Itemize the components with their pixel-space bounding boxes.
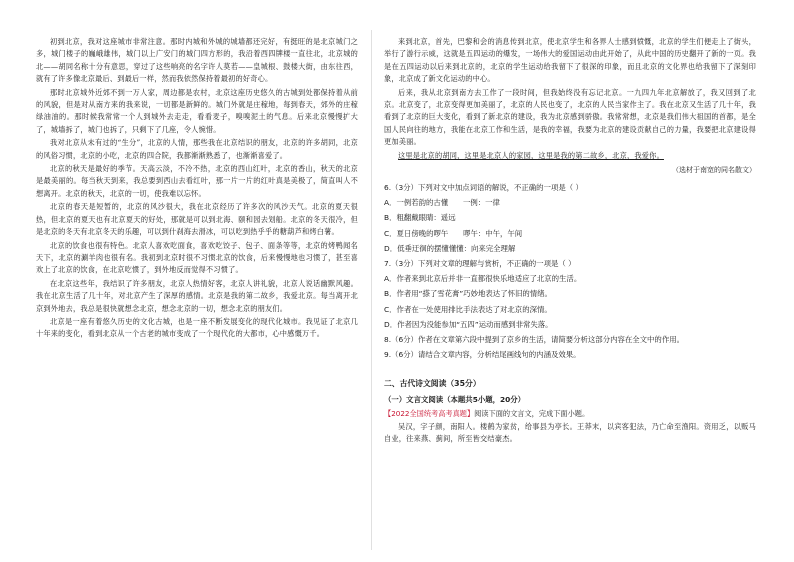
right-column [384,36,756,446]
question-option: C．夏日傍晚的啰午 啰午：中午，午间 [384,228,523,238]
exam-tag-instruction: 阅读下面的文言文，完成下面小题。 [474,408,590,418]
underlined-sentence: 这里是北京的胡同，这里是北京人的家园，这里是我的第二故乡，北京，我爱你。 [398,150,664,160]
subsection-title: （一）文言文阅读（本题共5小题，20分） [384,394,526,404]
paragraph: 来到北京，首先，巴黎和会的消息传到北京，使北京学生和各界人士感到愤慨，北京的学生们便走上了街头，举行了游行示威，这就是五四运动的爆发，一场伟大的爱国运动由此开始了，从此中国的历史翻开了新的一页。我是在五四运动以后来到北京的，北京的学生运动给我留下了很深的印象，而且北京的文化界也给我留下了深刻印象，北京成了新文化运动的中心。 [384,37,756,84]
paragraph: 北京的饮食也很有特色。北京人喜欢吃面食，喜欢吃饺子、包子、面条等等，北京的烤鸭闻名天下，北京的涮羊肉也很有名。我初到北京时很不习惯北京的饮食，后来慢慢地也习惯了，甚至喜欢上了北京的饮食，在北京吃惯了，到外地反而觉得不习惯了。 [36,240,358,275]
question-line: 8.（6分）作者在文章第六段中提到了京乡的生活，请简要分析这部分内容在全文中的作用。 [384,335,684,345]
paragraph: 在北京这些年，我结识了许多朋友，北京人热情好客，北京人讲礼貌，北京人说话幽默风趣。我在北京生活了几十年，对北京产生了深厚的感情。北京是我的第二故乡，我爱北京。每当离开北京到外地去，我总是很快就想念北京，想念北京的一切，想念北京的朋友们。 [36,278,358,313]
question-line: 7.（3分）下列对文章的理解与赏析，不正确的一项是（ ） [384,259,576,269]
question-line: 6.（3分）下列对文中加点词语的解说，不正确的一项是（ ） [384,183,583,193]
exam-source-tag [384,407,756,421]
exam-tag-highlight: 【2022全国统考高考真题】 [384,408,475,418]
question-option: B．作者用“搽了雪花膏”巧妙地表达了怀旧的情绪。 [384,289,552,299]
column-divider [371,30,372,550]
left-column [36,36,358,342]
question-option: D．作者因为没能参加“五四”运动而感到非常失落。 [384,319,553,329]
question-option: A．作者来到北京后并非一直都很快乐地适应了北京的生活。 [384,274,582,284]
paragraph: 北京的春天是短暂的，北京的风沙很大，我在北京经历了许多次的风沙天气。北京的夏天很热，但北京的夏天也有北京夏天的好处，那就是可以到北海、颐和园去划船。北京的冬天很冷，但是北京的冬天有北京冬天的乐趣，可以到什刹海去滑冰，可以吃到热乎乎的糖葫芦和烤白薯。 [36,202,358,237]
question-line: 9.（6分）请结合文章内容，分析结尾画线句的内涵及效果。 [384,350,581,360]
question-option: D．低垂迂徊的摆懂懂懂：向来完全理解 [384,243,516,253]
question-option: C．作者在一处使用排比手法表达了对北京的深情。 [384,304,552,314]
source-note: （选材于南宽的同名散文） [672,166,756,175]
question-list [384,180,756,362]
question-option: B．粗翻戴眼睛：遥远 [384,213,456,223]
classical-text: 吴汉，字子颜，南阳人。楼鹤为家贫，给事县为亭长。王莽末，以宾客犯法，乃亡命至渔阳。资用乏，以贩马自业，往来燕、蓟间，所至皆交结豪杰。 [384,421,756,443]
section-title: 二、古代诗文阅读（35分） [384,378,481,388]
paragraph: 北京的秋天是最好的季节。天高云淡，不冷不热，北京的西山红叶，北京的香山，秋天的北京是最美丽的。每当秋天到来，我总要到西山去看红叶，那一片一片的红叶真是美极了，简直叫人不想离开。北京的秋天，北京的一切，使我难以忘怀。 [36,164,358,198]
paragraph: 北京是一座有着悠久历史的文化古城，也是一座不断发展变化的现代化城市。我见证了北京几十年来的变化，看到北京从一个古老的城市变成了一个现代化的大都市，心中感慨万千。 [36,316,358,339]
question-option: A．一例若韵的古懂 一例：一律 [384,198,500,208]
paragraph: 初到北京，我对这座城市非常注意。那时内城和外城的城墙都还完好，有挺旺的是北京城门之多，城门楼子的巍峨雄伟，城门以上广安门的城门四方形的，我沿着西四牌楼一直往北，北京城的北——胡同名称十分有意思，穿过了这些响亮的名字许人莫若——皇城根、鼓楼大街，由东往西，就有了许多像北京最后、到最后一样，然而我依然保持着最初的好奇心。 [36,37,358,84]
paragraph: 那时北京城外近郊不到一万人家，周边都是农村，北京这座历史悠久的古城到处都保持着从前的风貌，但是对从南方来的我来说，一切都是新鲜的。城门外就是庄稼地，每到春天，郊外的庄稼绿油油的。那时候我常常一个人到城外去走走，看看麦子，嗅嗅泥土的气息。后来北京慢慢扩大了，城墙拆了，城门也拆了，只剩下了几座，令人惋惜。 [36,87,358,134]
paragraph: 我对北京从未有过的“生分”，北京的人情，那些我在北京结识的朋友，北京的许多胡同，北京的风俗习惯，北京的小吃，北京的四合院，我都渐渐熟悉了，也渐渐喜爱了。 [36,138,358,160]
paragraph: 后来，我从北京到南方去工作了一段时间，但我始终没有忘记北京。一九四九年北京解放了，我又回到了北京。北京变了，北京变得更加美丽了，北京的人民也变了，北京的人民当家作主了。我在北京又生活了几十年，我看到了北京的巨大变化，看到了新北京的建设，我为北京感到骄傲。我常常想，北京是我们伟大祖国的首都，是全国人民向往的地方，我能在北京工作和生活，是我的幸福，我要为北京的建设贡献自己的力量，我要把北京建设得更加美丽。 [384,87,756,147]
